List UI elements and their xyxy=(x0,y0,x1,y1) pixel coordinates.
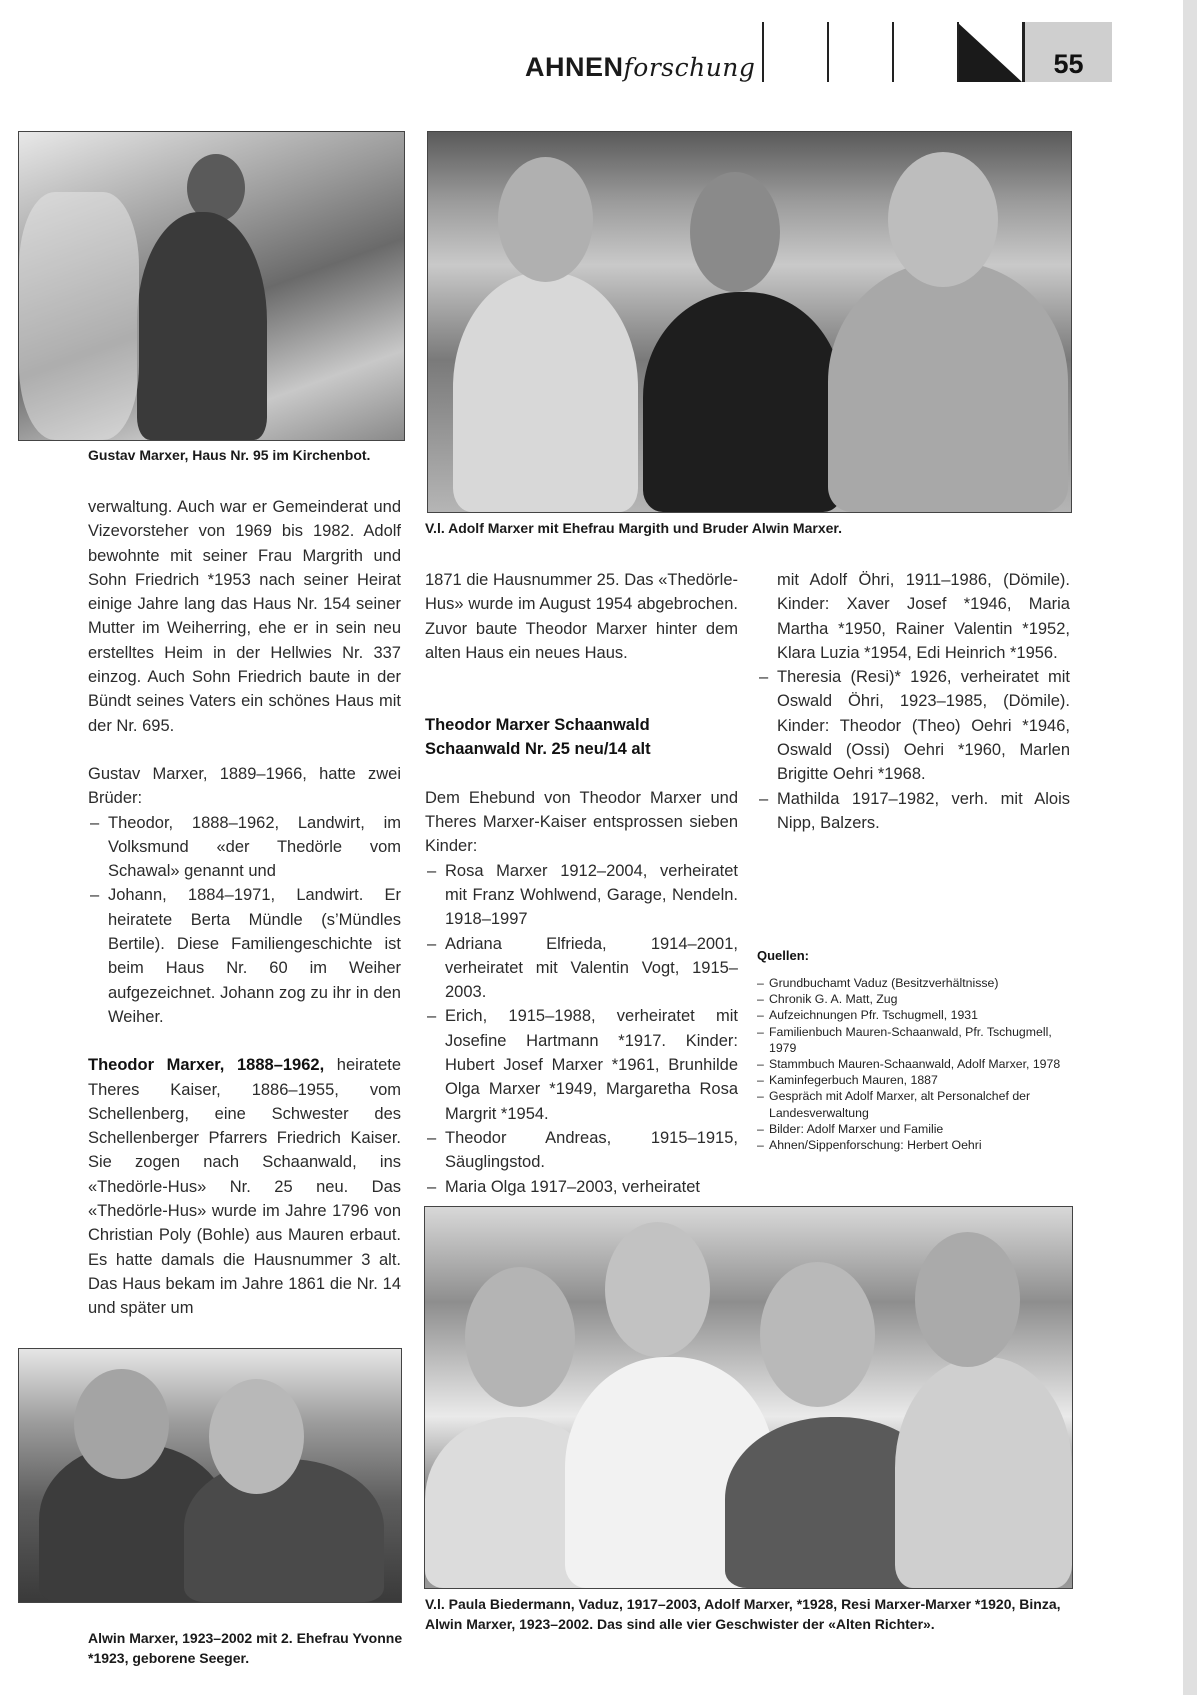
paragraph xyxy=(88,1053,401,1320)
paragraph: verwaltung. Auch war er Gemeinderat und Vizevorsteher von 1969 bis 1982. Adolf bewohnte mit seiner Frau Margrith und Sohn Friedrich *1953 nach seiner Heirat einige Jahre lang das Haus Nr. 154 seiner Mutter im Weiherring, ehe er in sein neu erstelltes Heim in der Hellwies Nr. 337 einzog. Auch Sohn Friedrich baute in der Bündt seines Vaters ein schönes Haus mit der Nr. 695. xyxy=(88,498,401,735)
sources-block xyxy=(757,948,1070,1153)
header-box xyxy=(827,22,892,82)
list-item: – Theodor, 1888–1962, Landwirt, im Volksmund «der Thedörle vom Schawal» genannt und xyxy=(88,811,401,884)
caption-adolf: V.l. Adolf Marxer mit Ehefrau Margith und Bruder Alwin Marxer. xyxy=(425,520,842,536)
header-box xyxy=(892,22,957,82)
text-column-3 xyxy=(757,568,1070,835)
children-list xyxy=(425,859,738,1199)
paragraph: Gustav Marxer, 1889–1966, hatte zwei Brüder: xyxy=(88,764,401,808)
section-title-main: AHNEN xyxy=(525,52,624,82)
photo-four-siblings xyxy=(424,1206,1073,1589)
header-tab-boxes xyxy=(762,22,1177,82)
sources-list xyxy=(757,975,1070,1153)
header-box xyxy=(762,22,827,82)
list-item: – Johann, 1884–1971, Landwirt. Er heiratete Berta Mündle (s’Mündles Bertile). Diese Familiengeschichte ist beim Haus Nr. 60 im Weiher aufgezeichnet. Johann zog zu ihr in den Weiher. xyxy=(88,883,401,1029)
list-item: – Theodor Andreas, 1915–1915, Säuglingstod. xyxy=(425,1126,738,1175)
sources-heading: Quellen: xyxy=(757,948,810,963)
source-item: – Chronik G. A. Matt, Zug xyxy=(757,991,1070,1007)
paragraph: mit Adolf Öhri, 1911–1986, (Dömile). Kinder: Xaver Josef *1946, Maria Martha *1950, Rainer Valentin *1952, Klara Luzia *1954, Edi Heinrich *1956. xyxy=(777,571,1070,662)
list-item: – Theresia (Resi)* 1926, verheiratet mit Oswald Öhri, 1923–1985, (Dömile). Kinder: Theodor (Theo) Oehri *1946, Oswald (Ossi) Oehri *1960, Marlen Brigitte Oehri *1968. xyxy=(757,665,1070,786)
photo-gustav-marxer xyxy=(18,131,405,441)
source-item: – Kaminfegerbuch Mauren, 1887 xyxy=(757,1072,1070,1088)
text-column-1 xyxy=(88,495,401,1321)
list-item: – Adriana Elfrieda, 1914–2001, verheiratet mit Valentin Vogt, 1915–2003. xyxy=(425,932,738,1005)
photo-adolf-margith-alwin xyxy=(427,131,1072,513)
paragraph-lead: Theodor Marxer, 1888–1962, xyxy=(88,1056,325,1075)
paragraph: 1871 die Hausnummer 25. Das «Thedörle-Hus» wurde im August 1954 abgebrochen. Zuvor baute Theodor Marxer hinter dem alten Haus ein neues Haus. xyxy=(425,571,738,662)
section-heading-line-2: Schaanwald Nr. 25 neu/14 alt xyxy=(425,740,651,759)
text-column-2 xyxy=(425,568,738,1199)
coat-of-arms-icon xyxy=(957,22,1022,82)
source-item: – Bilder: Adolf Marxer und Familie xyxy=(757,1121,1070,1137)
page-edge-strip xyxy=(1183,0,1197,1695)
list-item: – Erich, 1915–1988, verheiratet mit Josefine Hartmann *1917. Kinder: Hubert Josef Marxer *1961, Brunhilde Olga Marxer *1949, Margaretha Rosa Margrit *1954. xyxy=(425,1004,738,1125)
paragraph-rest: heiratete Theres Kaiser, 1886–1955, vom Schellenberg, eine Schwester des Schellenberger Pfarrers Friedrich Kaiser. Sie zogen nach Schaanwald, ins «Thedörle-Hus» Nr. 25 neu. Das «Thedörle-Hus» wurde im Jahre 1796 von Christian Poly (Bohle) aus Mauren erbaut. Es hatte damals die Hausnummer 3 alt. Das Haus bekam im Jahre 1861 die Nr. 14 und später um xyxy=(88,1056,402,1318)
section-heading-line-1: Theodor Marxer Schaanwald xyxy=(425,716,650,735)
caption-four-siblings: V.l. Paula Biedermann, Vaduz, 1917–2003, Adolf Marxer, *1928, Resi Marxer-Marxer *1920, Binza, Alwin Marxer, 1923–2002. Das sind alle vier Geschwister der «Alten Richter». xyxy=(425,1596,1061,1632)
source-item: – Stammbuch Mauren-Schaanwald, Adolf Marxer, 1978 xyxy=(757,1056,1070,1072)
source-item: – Grundbuchamt Vaduz (Besitzverhältnisse) xyxy=(757,975,1070,991)
section-heading xyxy=(425,713,738,762)
brothers-list xyxy=(88,811,401,1030)
source-item: – Aufzeichnungen Pfr. Tschugmell, 1931 xyxy=(757,1007,1070,1023)
page-number: 55 xyxy=(1053,49,1084,79)
source-item: – Ahnen/Sippenforschung: Herbert Oehri xyxy=(757,1137,1070,1153)
photo-alwin-yvonne xyxy=(18,1348,402,1603)
list-item: – Maria Olga 1917–2003, verheiratet xyxy=(425,1175,738,1199)
caption-alwin: Alwin Marxer, 1923–2002 mit 2. Ehefrau Yvonne *1923, geborene Seeger. xyxy=(88,1630,403,1666)
section-title-script: forschung xyxy=(623,53,756,82)
source-item: – Gespräch mit Adolf Marxer, alt Personalchef der Landesverwaltung xyxy=(757,1088,1070,1120)
source-item: – Familienbuch Mauren-Schaanwald, Pfr. Tschugmell, 1979 xyxy=(757,1024,1070,1056)
page-number-box xyxy=(1022,22,1112,82)
children-list-continued xyxy=(757,665,1070,835)
list-item: – Rosa Marxer 1912–2004, verheiratet mit Franz Wohlwend, Garage, Nendeln. 1918–1997 xyxy=(425,859,738,932)
list-item: – Mathilda 1917–1982, verh. mit Alois Nipp, Balzers. xyxy=(757,787,1070,836)
section-title xyxy=(525,52,755,83)
caption-gustav: Gustav Marxer, Haus Nr. 95 im Kirchenbot. xyxy=(88,447,371,463)
paragraph: Dem Ehebund von Theodor Marxer und Theres Marxer-Kaiser entsprossen sieben Kinder: xyxy=(425,788,738,856)
